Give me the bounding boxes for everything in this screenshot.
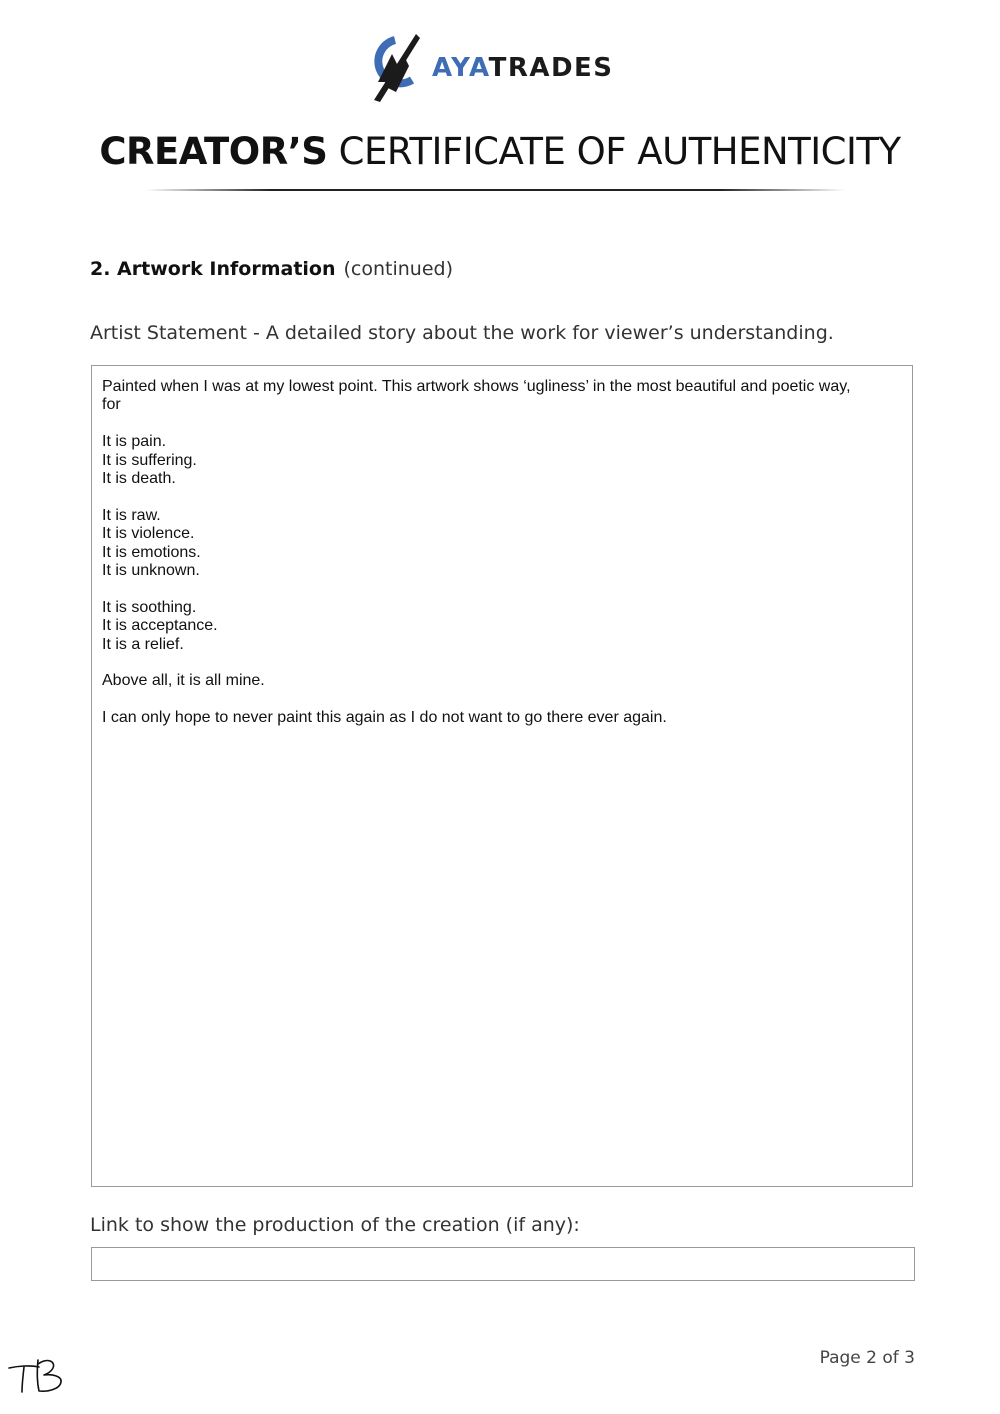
statement-line: for bbox=[102, 396, 121, 414]
statement-line: It is soothing. bbox=[102, 598, 197, 616]
statement-line: I can only hope to never paint this again as I do not want to go there ever again. bbox=[102, 709, 667, 727]
statement-paragraph bbox=[102, 433, 902, 488]
production-link-label: Link to show the production of the creation (if any): bbox=[90, 1214, 580, 1236]
statement-paragraph bbox=[102, 599, 902, 654]
document-title bbox=[0, 128, 1000, 176]
statement-line: It is emotions. bbox=[102, 543, 201, 561]
statement-paragraph bbox=[102, 378, 902, 415]
brand-wordmark-accent: AYA bbox=[432, 53, 489, 83]
production-link-field[interactable] bbox=[91, 1247, 915, 1281]
artist-statement-label: Artist Statement - A detailed story about the work for viewer’s understanding. bbox=[90, 322, 834, 344]
section-heading-title: 2. Artwork Information bbox=[90, 258, 336, 280]
statement-paragraph bbox=[102, 507, 902, 581]
statement-line: It is unknown. bbox=[102, 562, 200, 580]
statement-line: It is a relief. bbox=[102, 635, 184, 653]
brand-logo bbox=[368, 34, 638, 102]
ayatrades-logo-icon bbox=[368, 34, 422, 102]
statement-line: Above all, it is all mine. bbox=[102, 672, 265, 690]
brand-wordmark bbox=[432, 53, 614, 83]
section-heading bbox=[90, 256, 453, 282]
statement-line: It is death. bbox=[102, 470, 176, 488]
statement-line: Painted when I was at my lowest point. This artwork shows ‘ugliness’ in the most beautiful and poetic way, bbox=[102, 378, 851, 395]
statement-paragraph bbox=[102, 672, 902, 690]
statement-line: It is violence. bbox=[102, 525, 195, 543]
statement-paragraph bbox=[102, 709, 902, 727]
statement-line: It is raw. bbox=[102, 506, 161, 524]
statement-line: It is suffering. bbox=[102, 451, 197, 469]
statement-line: It is acceptance. bbox=[102, 617, 218, 635]
statement-line: It is pain. bbox=[102, 433, 167, 451]
document-title-light: CERTIFICATE OF AUTHENTICITY bbox=[327, 130, 901, 173]
page-number: Page 2 of 3 bbox=[819, 1348, 915, 1368]
artist-statement-text bbox=[102, 378, 902, 746]
brand-wordmark-main: TRADES bbox=[488, 53, 614, 83]
section-heading-continued: (continued) bbox=[343, 258, 454, 280]
title-divider bbox=[145, 189, 845, 191]
artist-statement-field[interactable] bbox=[91, 365, 913, 1187]
document-title-bold: CREATOR’S bbox=[99, 130, 328, 173]
signature-initials bbox=[6, 1356, 68, 1396]
